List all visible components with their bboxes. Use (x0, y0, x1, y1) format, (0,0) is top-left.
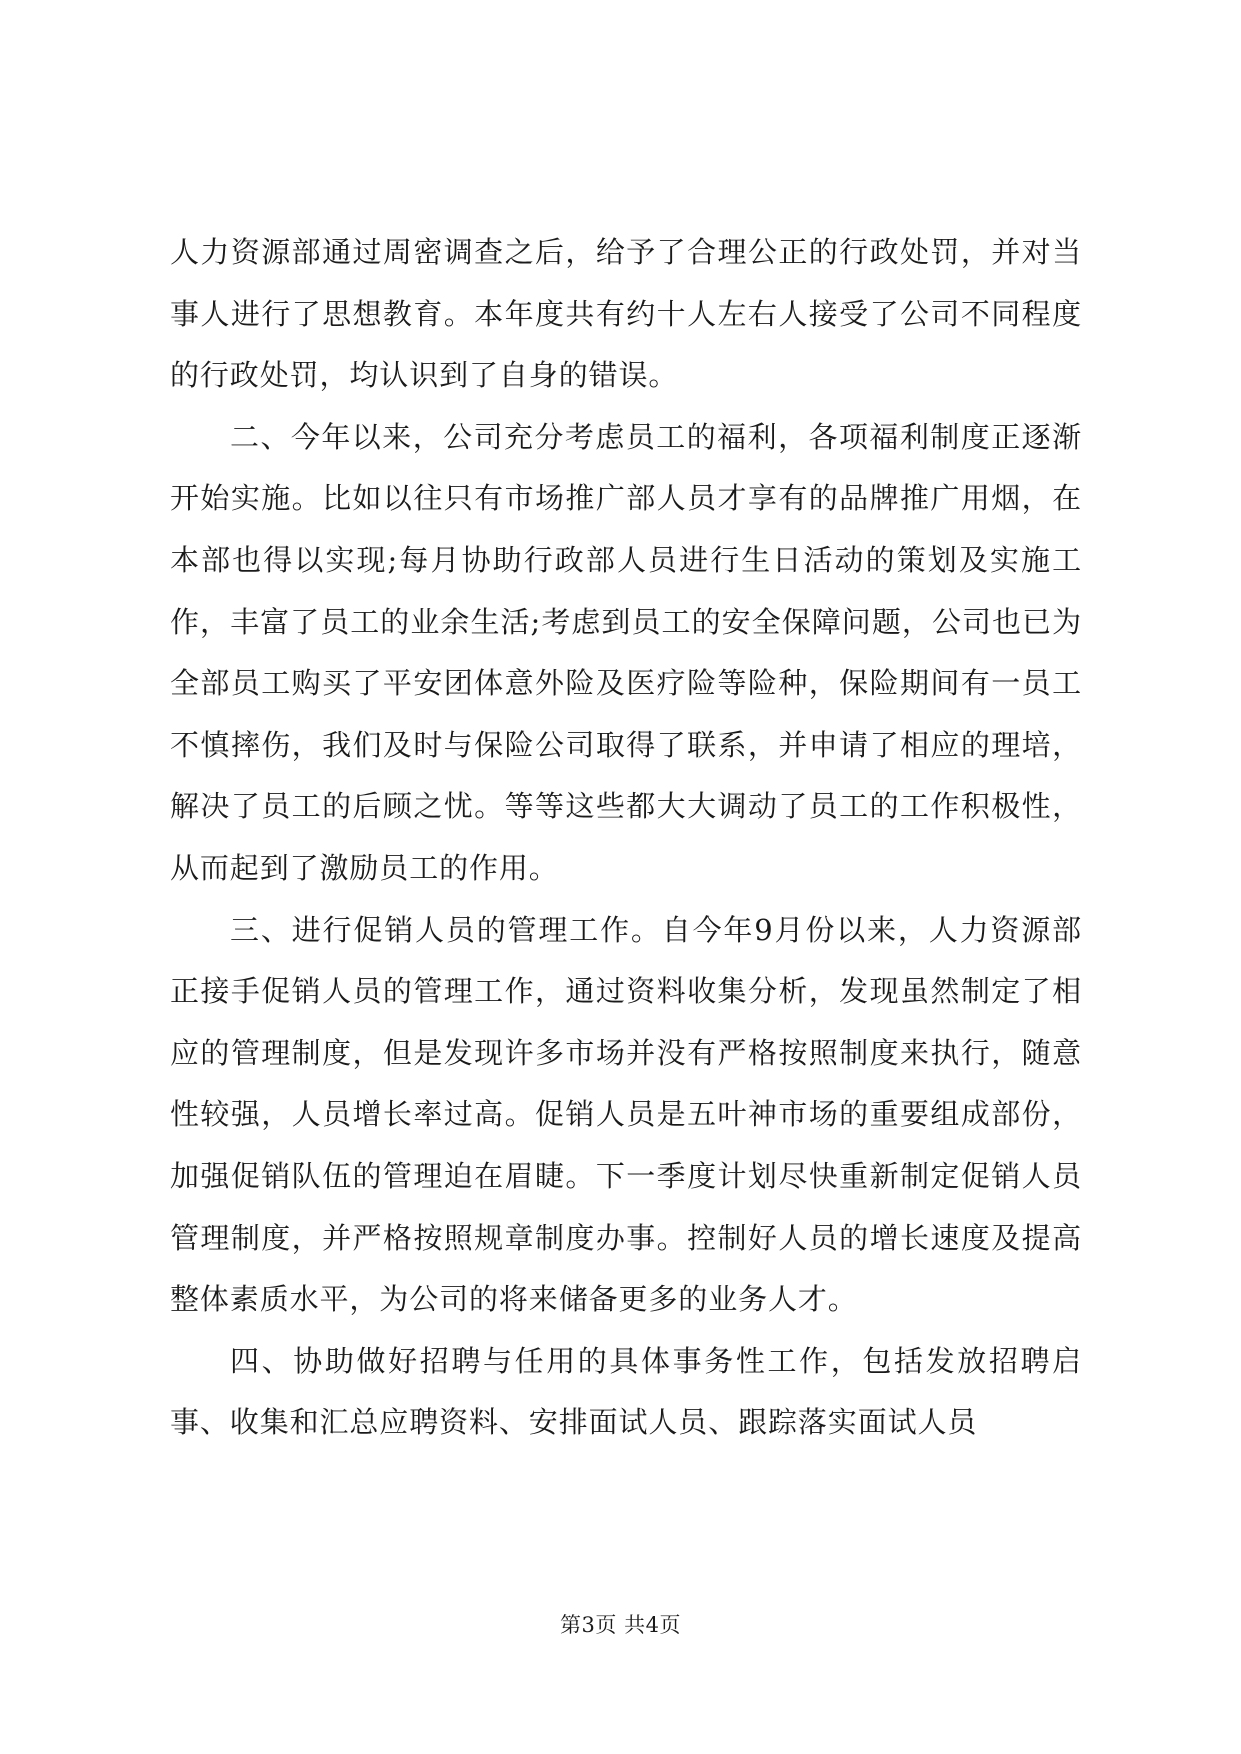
paragraph-1: 人力资源部通过周密调查之后，给予了合理公正的行政处罚，并对当事人进行了思想教育。本年度共有约十人左右人接受了公司不同程度的行政处罚，均认识到了自身的错误。 (170, 235, 1082, 393)
paragraph-4: 四、协助做好招聘与任用的具体事务性工作，包括发放招聘启事、收集和汇总应聘资料、安排面试人员、跟踪落实面试人员 (170, 1343, 1082, 1440)
document-body (170, 222, 1082, 1454)
paragraph-2: 二、今年以来，公司充分考虑员工的福利，各项福利制度正逐渐开始实施。比如以往只有市场推广部人员才享有的品牌推广用烟，在本部也得以实现;每月协助行政部人员进行生日活动的策划及实施工作，丰富了员工的业余生活;考虑到员工的安全保障问题，公司也已为全部员工购买了平安团体意外险及医疗险等险种，保险期间有一员工不慎摔伤，我们及时与保险公司取得了联系，并申请了相应的理培，解决了员工的后顾之忧。等等这些都大大调动了员工的工作积极性，从而起到了激励员工的作用。 (170, 419, 1082, 885)
page-footer: 第3页 共4页 (560, 1613, 681, 1637)
paragraph-3: 三、进行促销人员的管理工作。自今年9月份以来，人力资源部正接手促销人员的管理工作，通过资料收集分析，发现虽然制定了相应的管理制度，但是发现许多市场并没有严格按照制度来执行，随意性较强，人员增长率过高。促销人员是五叶神市场的重要组成部份，加强促销队伍的管理迫在眉睫。下一季度计划尽快重新制定促销人员管理制度，并严格按照规章制度办事。控制好人员的增长速度及提高整体素质水平，为公司的将来储备更多的业务人才。 (170, 912, 1082, 1317)
